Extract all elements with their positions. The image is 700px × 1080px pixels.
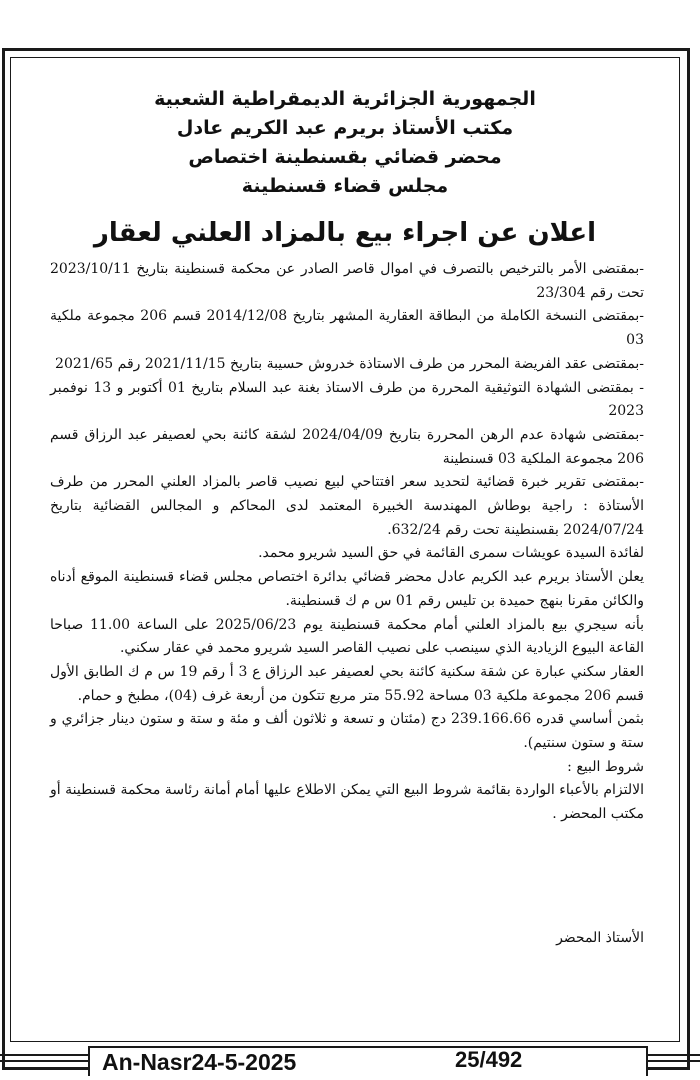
footer-rule <box>0 1060 88 1062</box>
header-court: مجلس قضاء قسنطينة <box>241 175 449 197</box>
footer-rule <box>0 1054 88 1056</box>
paragraph: -بمقتضى النسخة الكاملة من البطاقة العقارية المشهر بتاريخ 2014/12/08 قسم 206 مجموعة ملكية 03 <box>50 308 645 349</box>
footer-publication-date: An-Nasr24-5-2025 <box>102 1049 297 1075</box>
document-header <box>20 85 670 201</box>
paragraph: -بمقتضى شهادة عدم الرهن المحررة بتاريخ 2024/04/09 لشقة كائنة بحي لعصيفر عبد الرزاق قسم 206 مجموعة الملكية 03 قسنطينة <box>50 426 644 467</box>
page-footer <box>0 1040 700 1080</box>
paragraph: - بمقتضى الشهادة التوثيقية المحررة من طرف الاستاذ بغنة عبد السلام بتاريخ 01 أكتوبر و 13 نوفمبر 2023 <box>50 379 644 420</box>
paragraph: يعلن الأستاذ بريرم عبد الكريم عادل محضر قضائي بدائرة اختصاص مجلس قضاء قسنطينة الموقع أدناه والكائن مقرنا بنهج حميدة بن تليس رقم 01 س م ك قسنطينة. <box>50 569 644 609</box>
paragraph: -بمقتضى الأمر بالترخيص بالتصرف في اموال قاصر الصادر عن محكمة قسنطينة بتاريخ 2023/10/11 تحت رقم 23/304 <box>50 261 644 301</box>
paragraph: بأنه سيجري بيع بالمزاد العلني أمام محكمة قسنطينة يوم 2025/06/23 على الساعة 11.00 صباحا القاعة البيوع الزيادية الذي سينصب على نصيب القاصر السيد شريرو محمد في عقار سكني. <box>50 616 645 657</box>
paragraph: العقار سكني عبارة عن شقة سكنية كائنة بحي لعصيفر عبد الرزاق ع 3 أ رقم 19 س م ك الطابق الأول قسم 206 مجموعة ملكية 03 مساحة 55.92 متر مربع تتكون من أربعة غرف (04)، مطبخ و حمام. <box>50 663 644 704</box>
footer-reference-number: 25/492 <box>455 1047 523 1072</box>
footer-rule <box>648 1060 700 1062</box>
footer-rule <box>648 1054 700 1056</box>
paragraph: -بمقتضى تقرير خبرة قضائية لتحديد سعر افتتاحي لبيع نصيب قاصر بالمزاد العلني المحرر من طرف الأستاذة : راجية بوطاش المهندسة الخبيرة المعتمد لدى المحاكم و المجالس القضائية بتاريخ 2024/07/24 بقسنطينة تحت رقم 632/24. <box>50 474 644 538</box>
header-office: مكتب الأستاذ بريرم عبد الكريم عادل <box>176 117 514 139</box>
paragraph: شروط البيع : <box>567 758 644 775</box>
paragraph: بثمن أساسي قدره 239.166.66 دج (مئتان و تسعة و ثلاثون ألف و مئة و ستة و ستون دينار جزائري و ستة و ستون سنتيم). <box>50 711 644 752</box>
paragraph: -بمقتضى عقد الفريضة المحرر من طرف الاستاذة خدروش حسيبة بتاريخ 2021/11/15 رقم 2021/65 <box>55 355 644 372</box>
header-bailiff: محضر قضائي بقسنطينة اختصاص <box>188 146 502 168</box>
paragraph: الالتزام بالأعباء الواردة بقائمة شروط البيع التي يمكن الاطلاع عليها أمام أمانة رئاسة محكمة قسنطينة أو مكتب المحضر . <box>50 782 644 823</box>
header-republic: الجمهورية الجزائرية الديمقراطية الشعبية <box>154 88 536 110</box>
paragraph: لفائدة السيدة عويشات سمرى القائمة في حق السيد شريرو محمد. <box>258 545 644 562</box>
announcement-body <box>50 258 644 827</box>
announcement-title: اعلان عن اجراء بيع بالمزاد العلني لعقار <box>93 218 597 248</box>
signature: الأستاذ المحضر <box>556 930 644 946</box>
